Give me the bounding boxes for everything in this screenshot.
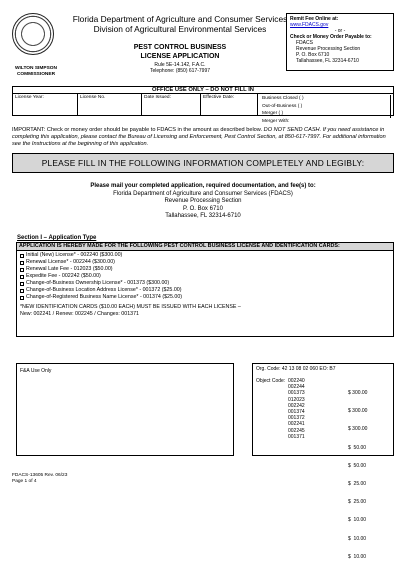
object-code: 001374 (288, 409, 305, 416)
remit-line-1: FDACS (296, 40, 313, 46)
form-title-line-2: LICENSE APPLICATION (140, 52, 220, 60)
object-amount: $ 10.00 (348, 535, 367, 542)
object-code: 002244 (288, 384, 305, 391)
object-code: 012023 (288, 396, 305, 403)
license-no-field: License No. (78, 94, 142, 116)
new-id-line-2: New: 002241 / Renew: 002245 / Changes: 001371 (20, 310, 139, 317)
option-change-ownership[interactable] (17, 280, 393, 287)
option-renewal[interactable] (17, 259, 393, 266)
form-title (60, 44, 300, 61)
agency-line-2: Division of Agricultural Environmental Services (93, 24, 267, 34)
status-field (258, 94, 393, 124)
option-label: Renewal License* - 002244 ($300.00) (26, 259, 115, 265)
page-number: Page 1 of 4 (12, 479, 37, 484)
checkbox-icon[interactable] (20, 275, 24, 279)
object-amount: $ 25.00 (348, 499, 367, 506)
out-of-business: Out-of-Business ( ) (260, 103, 391, 111)
checkbox-icon[interactable] (20, 268, 24, 272)
date-issued-field: Date Issued: (142, 94, 201, 116)
commissioner-block (0, 66, 72, 78)
checkbox-icon[interactable] (20, 289, 24, 293)
application-type-box (16, 242, 394, 337)
agency-name (60, 14, 300, 34)
object-code: 001371 (288, 433, 305, 440)
license-year-field: License Year: (13, 94, 78, 116)
mail-line-4: P. O. Box 6710 (183, 205, 223, 212)
remit-box (286, 13, 394, 71)
object-code-label: Object Code: (256, 378, 286, 384)
merger: Merger ( ) (260, 110, 391, 118)
rule-text: Rule 5E-14.142, F.A.C. (154, 62, 206, 68)
fa-use-box (16, 363, 234, 456)
commissioner-name: WILTON SIMPSON (15, 66, 57, 71)
check-payable-label: Check or Money Order Payable to: (290, 34, 372, 40)
object-code: 001372 (288, 415, 305, 422)
option-late-fee[interactable] (17, 266, 393, 273)
office-use-box (12, 86, 394, 124)
object-amount: $ 50.00 (348, 444, 367, 451)
merger-with: Merger With: (262, 118, 290, 124)
mailing-instructions (12, 183, 394, 221)
option-label: Change-of-Registered Business Name License* - 001374 ($25.00) (26, 294, 183, 300)
important-text: IMPORTANT: Check or money order should be payable to FDACS in the amount as described below. (12, 127, 263, 133)
option-change-name[interactable] (17, 294, 393, 301)
page-footer (12, 473, 67, 485)
no-cash-text: DO NOT SEND CASH. (263, 127, 322, 133)
object-code: 002242 (288, 402, 305, 409)
checkbox-icon[interactable] (20, 254, 24, 258)
fdacs-seal-icon (12, 13, 54, 55)
mail-line-2: Florida Department of Agriculture and Consumer Services (FDACS) (113, 190, 293, 197)
remit-label: Remit Fee Online at: (290, 16, 339, 22)
object-amount: $ 300.00 (348, 408, 368, 415)
remit-line-2: Revenue Processing Section (296, 46, 361, 52)
business-closed: Business Closed ( ) (260, 95, 391, 103)
mail-line-5: Tallahassee, FL 32314-6710 (165, 213, 241, 219)
remit-or: - or - (334, 28, 346, 34)
new-id-line-1: *NEW IDENTIFICATION CARDS ($10.00 EACH) MUST BE ISSUED WITH EACH LICENSE – (20, 304, 241, 310)
object-code-list (288, 378, 348, 572)
agency-line-1: Florida Department of Agriculture and Consumer Services (72, 14, 288, 24)
info-text: For additional information see the Instructions at the beginning of this application. (12, 134, 386, 147)
object-code: 002241 (288, 421, 305, 428)
object-amount: $ 50.00 (348, 462, 367, 469)
rule-block (60, 62, 300, 74)
checkbox-icon[interactable] (20, 282, 24, 286)
telephone-text: Telephone: (850) 617-7997 (149, 68, 211, 74)
new-id-note (17, 301, 393, 317)
object-amount: $ 300.00 (348, 426, 368, 433)
option-change-location[interactable] (17, 287, 393, 294)
object-code: 001373 (288, 390, 305, 397)
form-number: FDACS-13605 Rev. 06/23 (12, 473, 68, 478)
checkbox-icon[interactable] (20, 261, 24, 265)
option-initial[interactable] (17, 252, 393, 259)
important-note (12, 127, 394, 148)
org-code-box (252, 363, 394, 560)
object-code: 002245 (288, 427, 305, 434)
section-title: Section I – Application Type (17, 235, 97, 241)
object-amount: $ 300.00 (348, 390, 368, 396)
effective-date-field: Effective Date: (201, 94, 258, 116)
help-text: If you need assistance in completing this application, please contact the Bureau of Licensing and Enforcement, Pest Control Section, at 850-617-7997. (12, 127, 385, 140)
option-label: Renewal Late Fee - 012023 ($50.00) (26, 266, 113, 272)
commissioner-title: COMMISSIONER (16, 72, 56, 77)
checkbox-icon[interactable] (20, 296, 24, 300)
object-amount: $ 25.00 (348, 481, 367, 488)
option-label: Change-of-Business Ownership License* - 001373 ($300.00) (26, 280, 170, 286)
object-amount: $ 10.00 (348, 517, 367, 524)
office-use-title: OFFICE USE ONLY – DO NOT FILL IN (13, 87, 393, 94)
object-amount: $ 10.00 (348, 553, 367, 560)
option-label: Change-of-Business Location Address License* - 001372 ($25.00) (26, 287, 182, 293)
fa-use-label: F&A Use Only (20, 368, 52, 374)
mail-line-1: Please mail your completed application, required documentation, and fee(s) to: (90, 183, 316, 189)
remit-line-4: Tallahassee, FL 32314-6710 (296, 58, 359, 64)
application-type-header: APPLICATION IS HEREBY MADE FOR THE FOLLOWING PEST CONTROL BUSINESS LICENSE AND IDENTIFICATION CARDS: (17, 243, 393, 251)
object-amount-list (348, 378, 367, 572)
option-label: Expedite Fee - 002242 ($50.00) (26, 273, 101, 279)
remit-line-3: P. O. Box 6710 (296, 52, 330, 58)
object-code: 002240 (288, 378, 305, 384)
org-code: Org. Code: 42 13 08 02 060 EO: B7 (256, 366, 336, 372)
option-label: Initial (New) License* - 002240 ($300.00) (26, 252, 123, 258)
fdacs-link[interactable]: www.FDACS.gov (290, 22, 329, 28)
option-expedite[interactable] (17, 273, 393, 280)
mail-line-3: Revenue Processing Section (164, 198, 242, 204)
form-title-line-1: PEST CONTROL BUSINESS (133, 44, 227, 51)
fill-instructions-banner: PLEASE FILL IN THE FOLLOWING INFORMATION COMPLETELY AND LEGIBLY: (12, 153, 394, 173)
